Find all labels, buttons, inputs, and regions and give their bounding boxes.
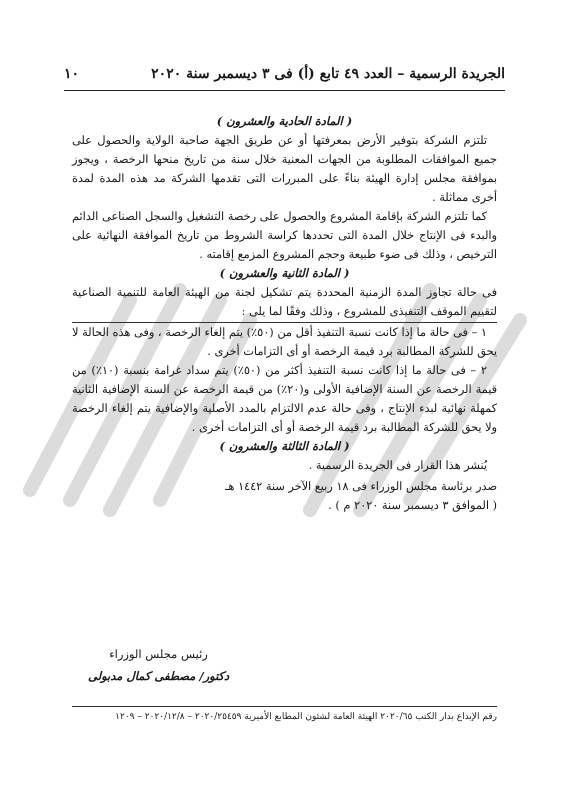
signature-role: رئيس مجلس الوزراء xyxy=(109,647,208,661)
article-22-title: ( المادة الثانية والعشرون ) xyxy=(219,266,350,280)
article-21-title: ( المادة الحادية والعشرون ) xyxy=(216,114,353,128)
article-22-item-2: ٢ – فى حالة ما إذا كانت نسبة التنفيذ أكثر من (٥٠٪) يتم سداد غرامة بنسبة (١٠٪) من قيمة الرخصة عن السنة الإضافية الأولى و(٢٠٪) من قيمة الرخصة عن السنة الإضافية الثانية كمهلة نهائية لبدء الإنتاج ، وفى حالة عدم الالتزام بالمدد الأصلية والإضافية يتم إلغاء الرخصة ولا يحق للشركة المطالبة برد قيمة الرخصة أو أى التزامات أخرى . xyxy=(72,364,498,434)
signature-block xyxy=(88,643,229,687)
article-22-item-1: ١ – فى حالة ما إذا كانت نسبة التنفيذ أقل من (٥٠٪) يتم إلغاء الرخصة ، وفى هذه الحالة لا يحق للشركة المطالبة برد قيمة الرخصة أو أى التزامات أخرى . xyxy=(72,326,497,358)
page-number: ١٠ xyxy=(64,66,80,82)
issued-line-2: ( الموافق ٣ ديسمبر سنة ٢٠٢٠ م ) . xyxy=(328,499,497,512)
header-divider xyxy=(64,90,505,91)
footer-divider xyxy=(72,706,497,707)
issued-line-1: صدر برئاسة مجلس الوزراء فى ١٨ ربيع الآخر سنة ١٤٤٢ هـ xyxy=(225,480,497,493)
article-21-paragraph-1: تلتزم الشركة بتوفير الأرض بمعرفتها أو عن طريق الجهة صاحبة الولاية والحصول على جميع الموافقات المطلوبة من الجهات المعنية خلال سنة من تاريخ منحها الرخصة ، ويجوز بموافقة مجلس إدارة الهيئة بناءً على المبررات التى تقدمها الشركة مد هذه المدة لمدة أخرى مماثلة . xyxy=(72,134,497,204)
issuance-block xyxy=(72,477,497,515)
header-title: الجريدة الرسمية – العدد ٤٩ تابع (أ) فى ٣ ديسمبر سنة ٢٠٢٠ xyxy=(151,66,505,82)
article-23-title: ( المادة الثالثة والعشرون ) xyxy=(219,439,350,453)
article-21-paragraph-2: كما تلتزم الشركة بإقامة المشروع والحصول على رخصة التشغيل والسجل الصناعى الدائم والبدء فى الإنتاج خلال المدة التى تحددها كراسة الشروط من تاريخ الموافقة النهائية على الترخيص ، وذلك فى ضوء طبيعة وحجم المشروع المزمع إقامته . xyxy=(72,210,497,261)
signature-name: دكتور/ مصطفى كمال مدبولى xyxy=(88,669,230,683)
page-header xyxy=(64,60,505,88)
document-body xyxy=(72,112,497,515)
article-23-paragraph-1: يُنشر هذا القرار فى الجريدة الرسمية . xyxy=(308,459,487,472)
article-22-paragraph-1: فى حالة تجاوز المدة الزمنية المحددة يتم تشكيل لجنة من الهيئة العامة للتنمية الصناعية لتقييم الموقف التنفيذى للمشروع ، وذلك وفقًا لما يلى : xyxy=(72,283,497,323)
footer-text: رقم الإيداع بدار الكتب ٢٠٢٠/٦٥ الهيئة العامة لشئون المطابع الأميرية ٢٠٢٠/٢٥٤٥٩ – ٢٠٢٠/١٢/٨ – ١٢٠٩ xyxy=(115,712,497,722)
